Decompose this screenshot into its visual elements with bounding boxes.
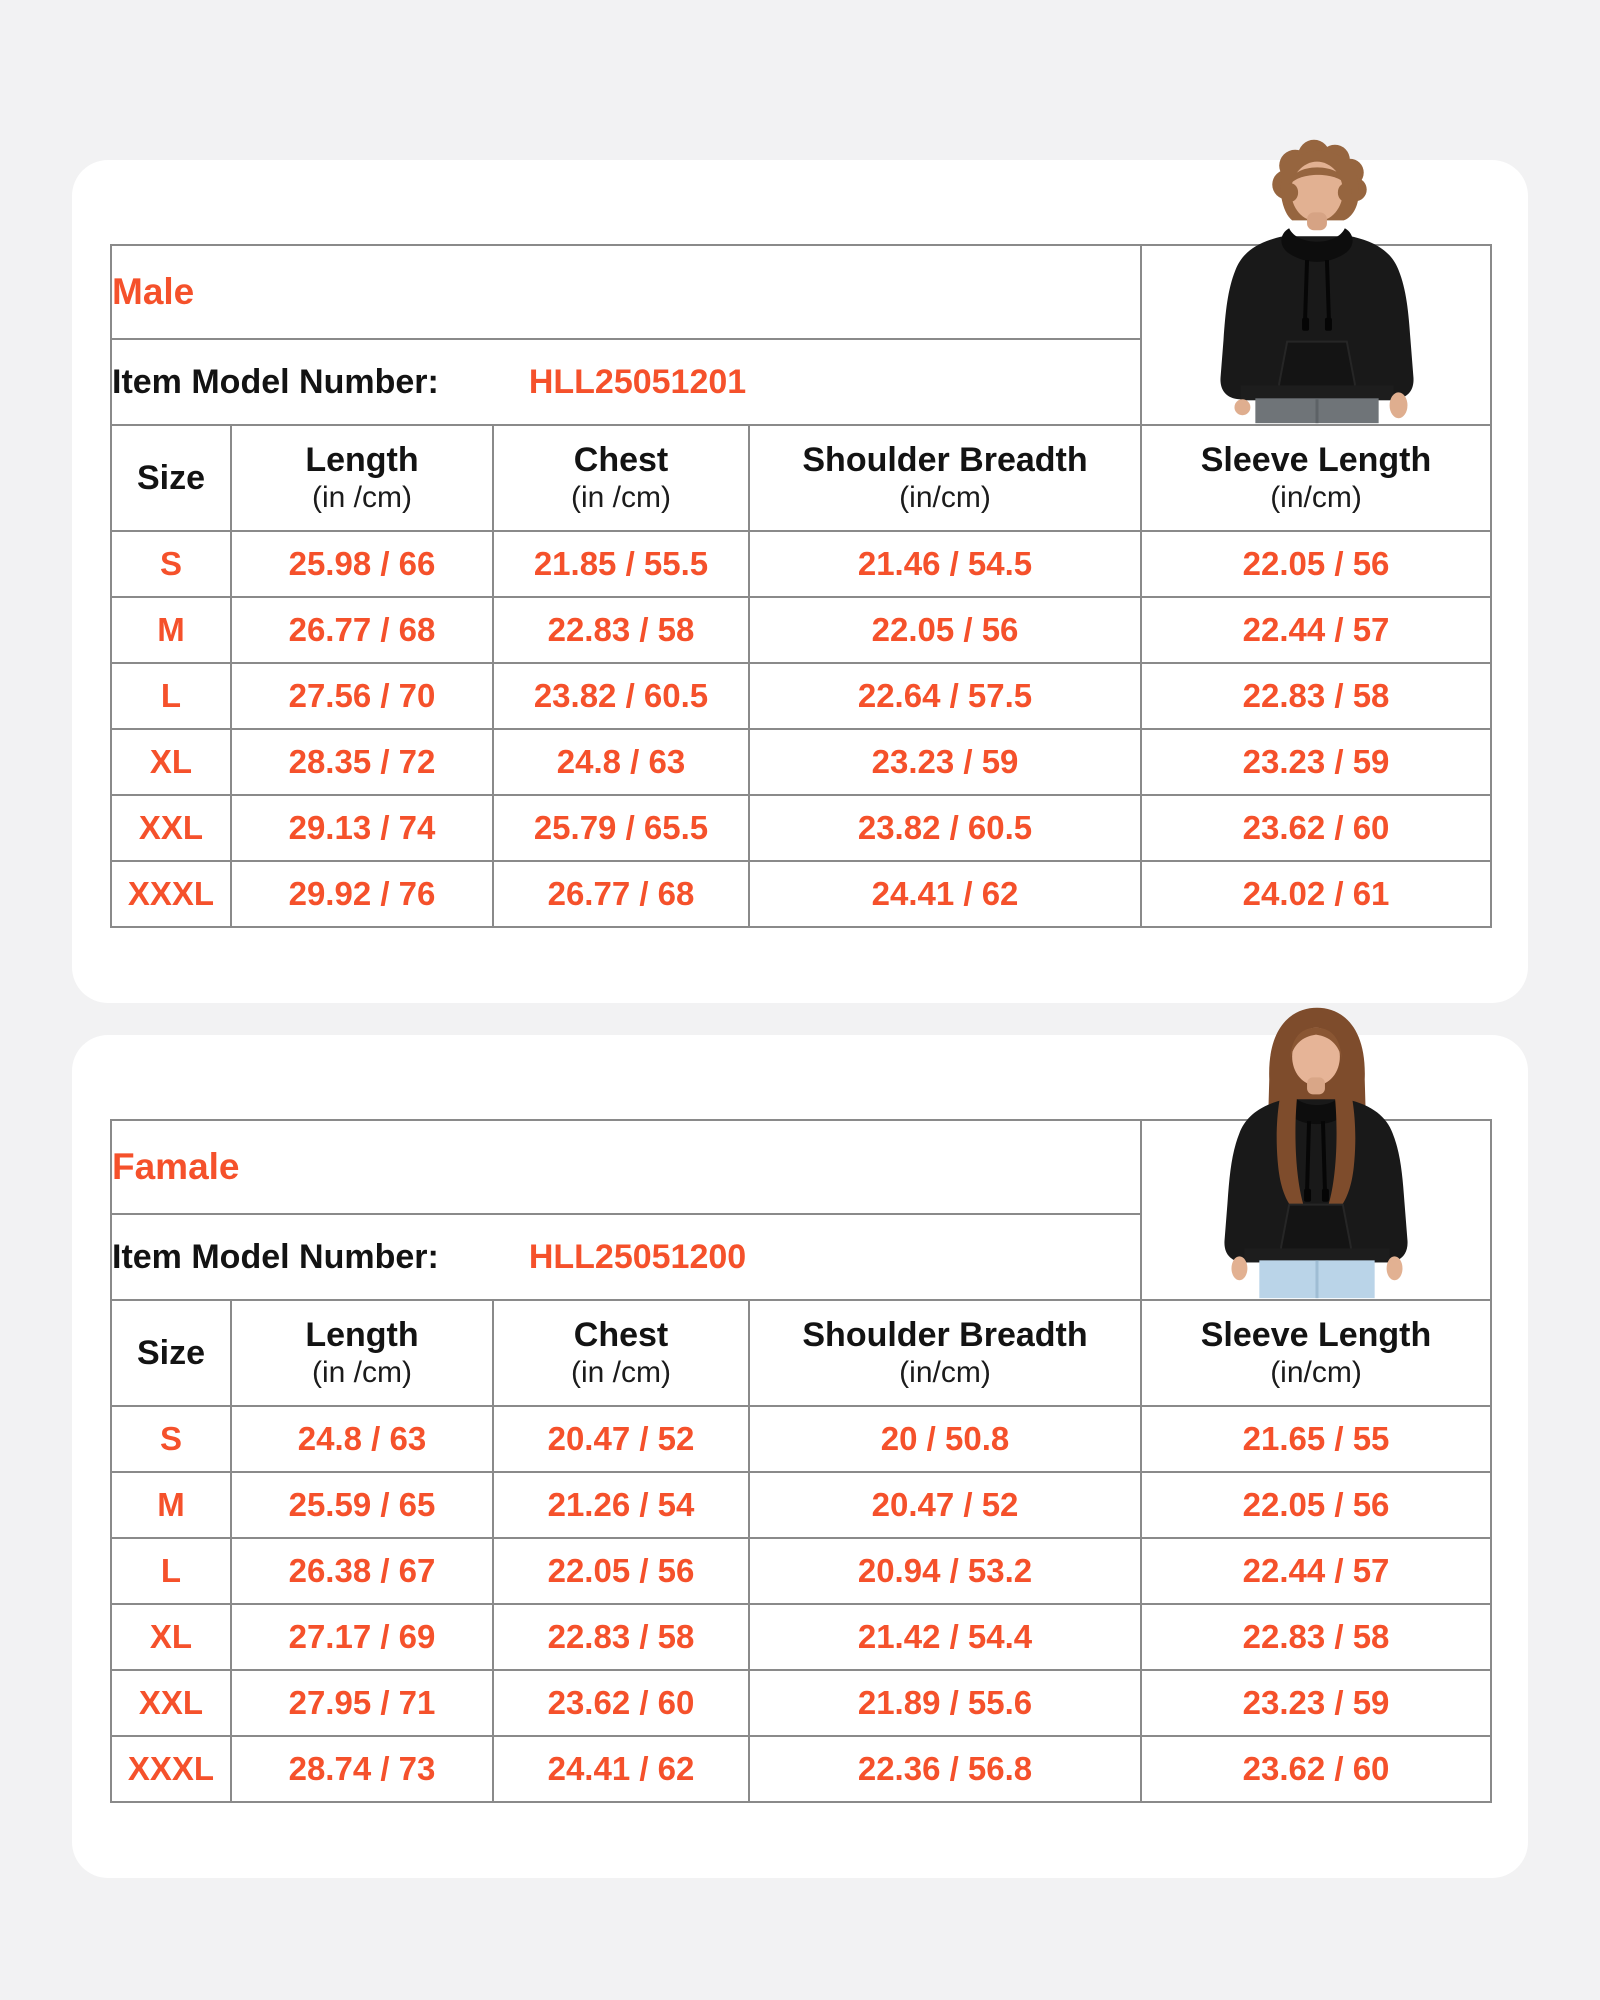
size-cell: XL: [111, 1604, 231, 1670]
column-header-size: Size: [111, 425, 231, 531]
sleeve-cell: 23.23 / 59: [1141, 1670, 1491, 1736]
table-row: [111, 1670, 1491, 1736]
chest-cell: 22.05 / 56: [493, 1538, 749, 1604]
table-row: [111, 1472, 1491, 1538]
sleeve-cell: 22.05 / 56: [1141, 531, 1491, 597]
column-header-size: Size: [111, 1300, 231, 1406]
chest-cell: 21.26 / 54: [493, 1472, 749, 1538]
gender-label: Male: [111, 245, 1141, 339]
sleeve-cell: 22.83 / 58: [1141, 663, 1491, 729]
column-header-shoulder-breadth: Shoulder Breadth (in/cm): [749, 425, 1141, 531]
shoulder-cell: 22.05 / 56: [749, 597, 1141, 663]
chest-cell: 23.62 / 60: [493, 1670, 749, 1736]
sleeve-cell: 23.62 / 60: [1141, 1736, 1491, 1802]
item-model-number-value: HLL25051201: [528, 362, 747, 401]
column-header-sleeve-length: Sleeve Length (in/cm): [1141, 425, 1491, 531]
size-cell: XXL: [111, 795, 231, 861]
chest-cell: 25.79 / 65.5: [493, 795, 749, 861]
sleeve-cell: 21.65 / 55: [1141, 1406, 1491, 1472]
column-header-length: Length (in /cm): [231, 425, 493, 531]
length-cell: 27.17 / 69: [231, 1604, 493, 1670]
table-row: [111, 1604, 1491, 1670]
size-cell: XL: [111, 729, 231, 795]
female-size-chart-card: [72, 1035, 1528, 1878]
column-header-shoulder-breadth: Shoulder Breadth (in/cm): [749, 1300, 1141, 1406]
length-cell: 26.38 / 67: [231, 1538, 493, 1604]
table-row: [111, 729, 1491, 795]
shoulder-cell: 22.64 / 57.5: [749, 663, 1141, 729]
length-cell: 25.59 / 65: [231, 1472, 493, 1538]
shoulder-cell: 24.41 / 62: [749, 861, 1141, 927]
chest-cell: 24.41 / 62: [493, 1736, 749, 1802]
chest-cell: 20.47 / 52: [493, 1406, 749, 1472]
item-model-number-label: Item Model Number:: [112, 1237, 439, 1276]
chest-cell: 21.85 / 55.5: [493, 531, 749, 597]
table-row: [111, 531, 1491, 597]
model-photo-cell: [1141, 245, 1491, 425]
female-model-photo: [1142, 999, 1490, 1299]
model-photo-cell: [1141, 1120, 1491, 1300]
chest-cell: 26.77 / 68: [493, 861, 749, 927]
shoulder-cell: 21.89 / 55.6: [749, 1670, 1141, 1736]
male-size-chart-card: [72, 160, 1528, 1003]
shoulder-cell: 20 / 50.8: [749, 1406, 1141, 1472]
length-cell: 25.98 / 66: [231, 531, 493, 597]
gender-label: Famale: [111, 1120, 1141, 1214]
shoulder-cell: 21.42 / 54.4: [749, 1604, 1141, 1670]
length-cell: 28.74 / 73: [231, 1736, 493, 1802]
size-cell: S: [111, 1406, 231, 1472]
table-row: [111, 1538, 1491, 1604]
size-cell: XXL: [111, 1670, 231, 1736]
table-row: [111, 861, 1491, 927]
length-cell: 27.95 / 71: [231, 1670, 493, 1736]
column-header-sleeve-length: Sleeve Length (in/cm): [1141, 1300, 1491, 1406]
size-cell: XXXL: [111, 1736, 231, 1802]
column-header-chest: Chest (in /cm): [493, 425, 749, 531]
male-size-table: [110, 244, 1492, 928]
chest-cell: 22.83 / 58: [493, 597, 749, 663]
shoulder-cell: 20.47 / 52: [749, 1472, 1141, 1538]
item-model-number-value: HLL25051200: [528, 1237, 747, 1276]
length-cell: 24.8 / 63: [231, 1406, 493, 1472]
chest-cell: 22.83 / 58: [493, 1604, 749, 1670]
size-cell: M: [111, 597, 231, 663]
male-model-photo: [1142, 134, 1490, 424]
chest-cell: 24.8 / 63: [493, 729, 749, 795]
shoulder-cell: 21.46 / 54.5: [749, 531, 1141, 597]
item-model-number-label: Item Model Number:: [112, 362, 439, 401]
item-model-number-row: [111, 339, 1141, 425]
size-cell: L: [111, 1538, 231, 1604]
table-row: [111, 663, 1491, 729]
table-row: [111, 1736, 1491, 1802]
length-cell: 27.56 / 70: [231, 663, 493, 729]
size-cell: S: [111, 531, 231, 597]
sleeve-cell: 24.02 / 61: [1141, 861, 1491, 927]
sleeve-cell: 22.05 / 56: [1141, 1472, 1491, 1538]
length-cell: 29.92 / 76: [231, 861, 493, 927]
female-size-table: [110, 1119, 1492, 1803]
item-model-number-row: [111, 1214, 1141, 1300]
table-row: [111, 597, 1491, 663]
length-cell: 28.35 / 72: [231, 729, 493, 795]
length-cell: 29.13 / 74: [231, 795, 493, 861]
sleeve-cell: 23.23 / 59: [1141, 729, 1491, 795]
table-row: [111, 1406, 1491, 1472]
shoulder-cell: 22.36 / 56.8: [749, 1736, 1141, 1802]
column-header-length: Length (in /cm): [231, 1300, 493, 1406]
sleeve-cell: 22.44 / 57: [1141, 597, 1491, 663]
sleeve-cell: 23.62 / 60: [1141, 795, 1491, 861]
column-header-chest: Chest (in /cm): [493, 1300, 749, 1406]
size-cell: L: [111, 663, 231, 729]
shoulder-cell: 23.82 / 60.5: [749, 795, 1141, 861]
size-cell: XXXL: [111, 861, 231, 927]
shoulder-cell: 20.94 / 53.2: [749, 1538, 1141, 1604]
table-row: [111, 795, 1491, 861]
shoulder-cell: 23.23 / 59: [749, 729, 1141, 795]
sleeve-cell: 22.83 / 58: [1141, 1604, 1491, 1670]
length-cell: 26.77 / 68: [231, 597, 493, 663]
chest-cell: 23.82 / 60.5: [493, 663, 749, 729]
sleeve-cell: 22.44 / 57: [1141, 1538, 1491, 1604]
size-cell: M: [111, 1472, 231, 1538]
